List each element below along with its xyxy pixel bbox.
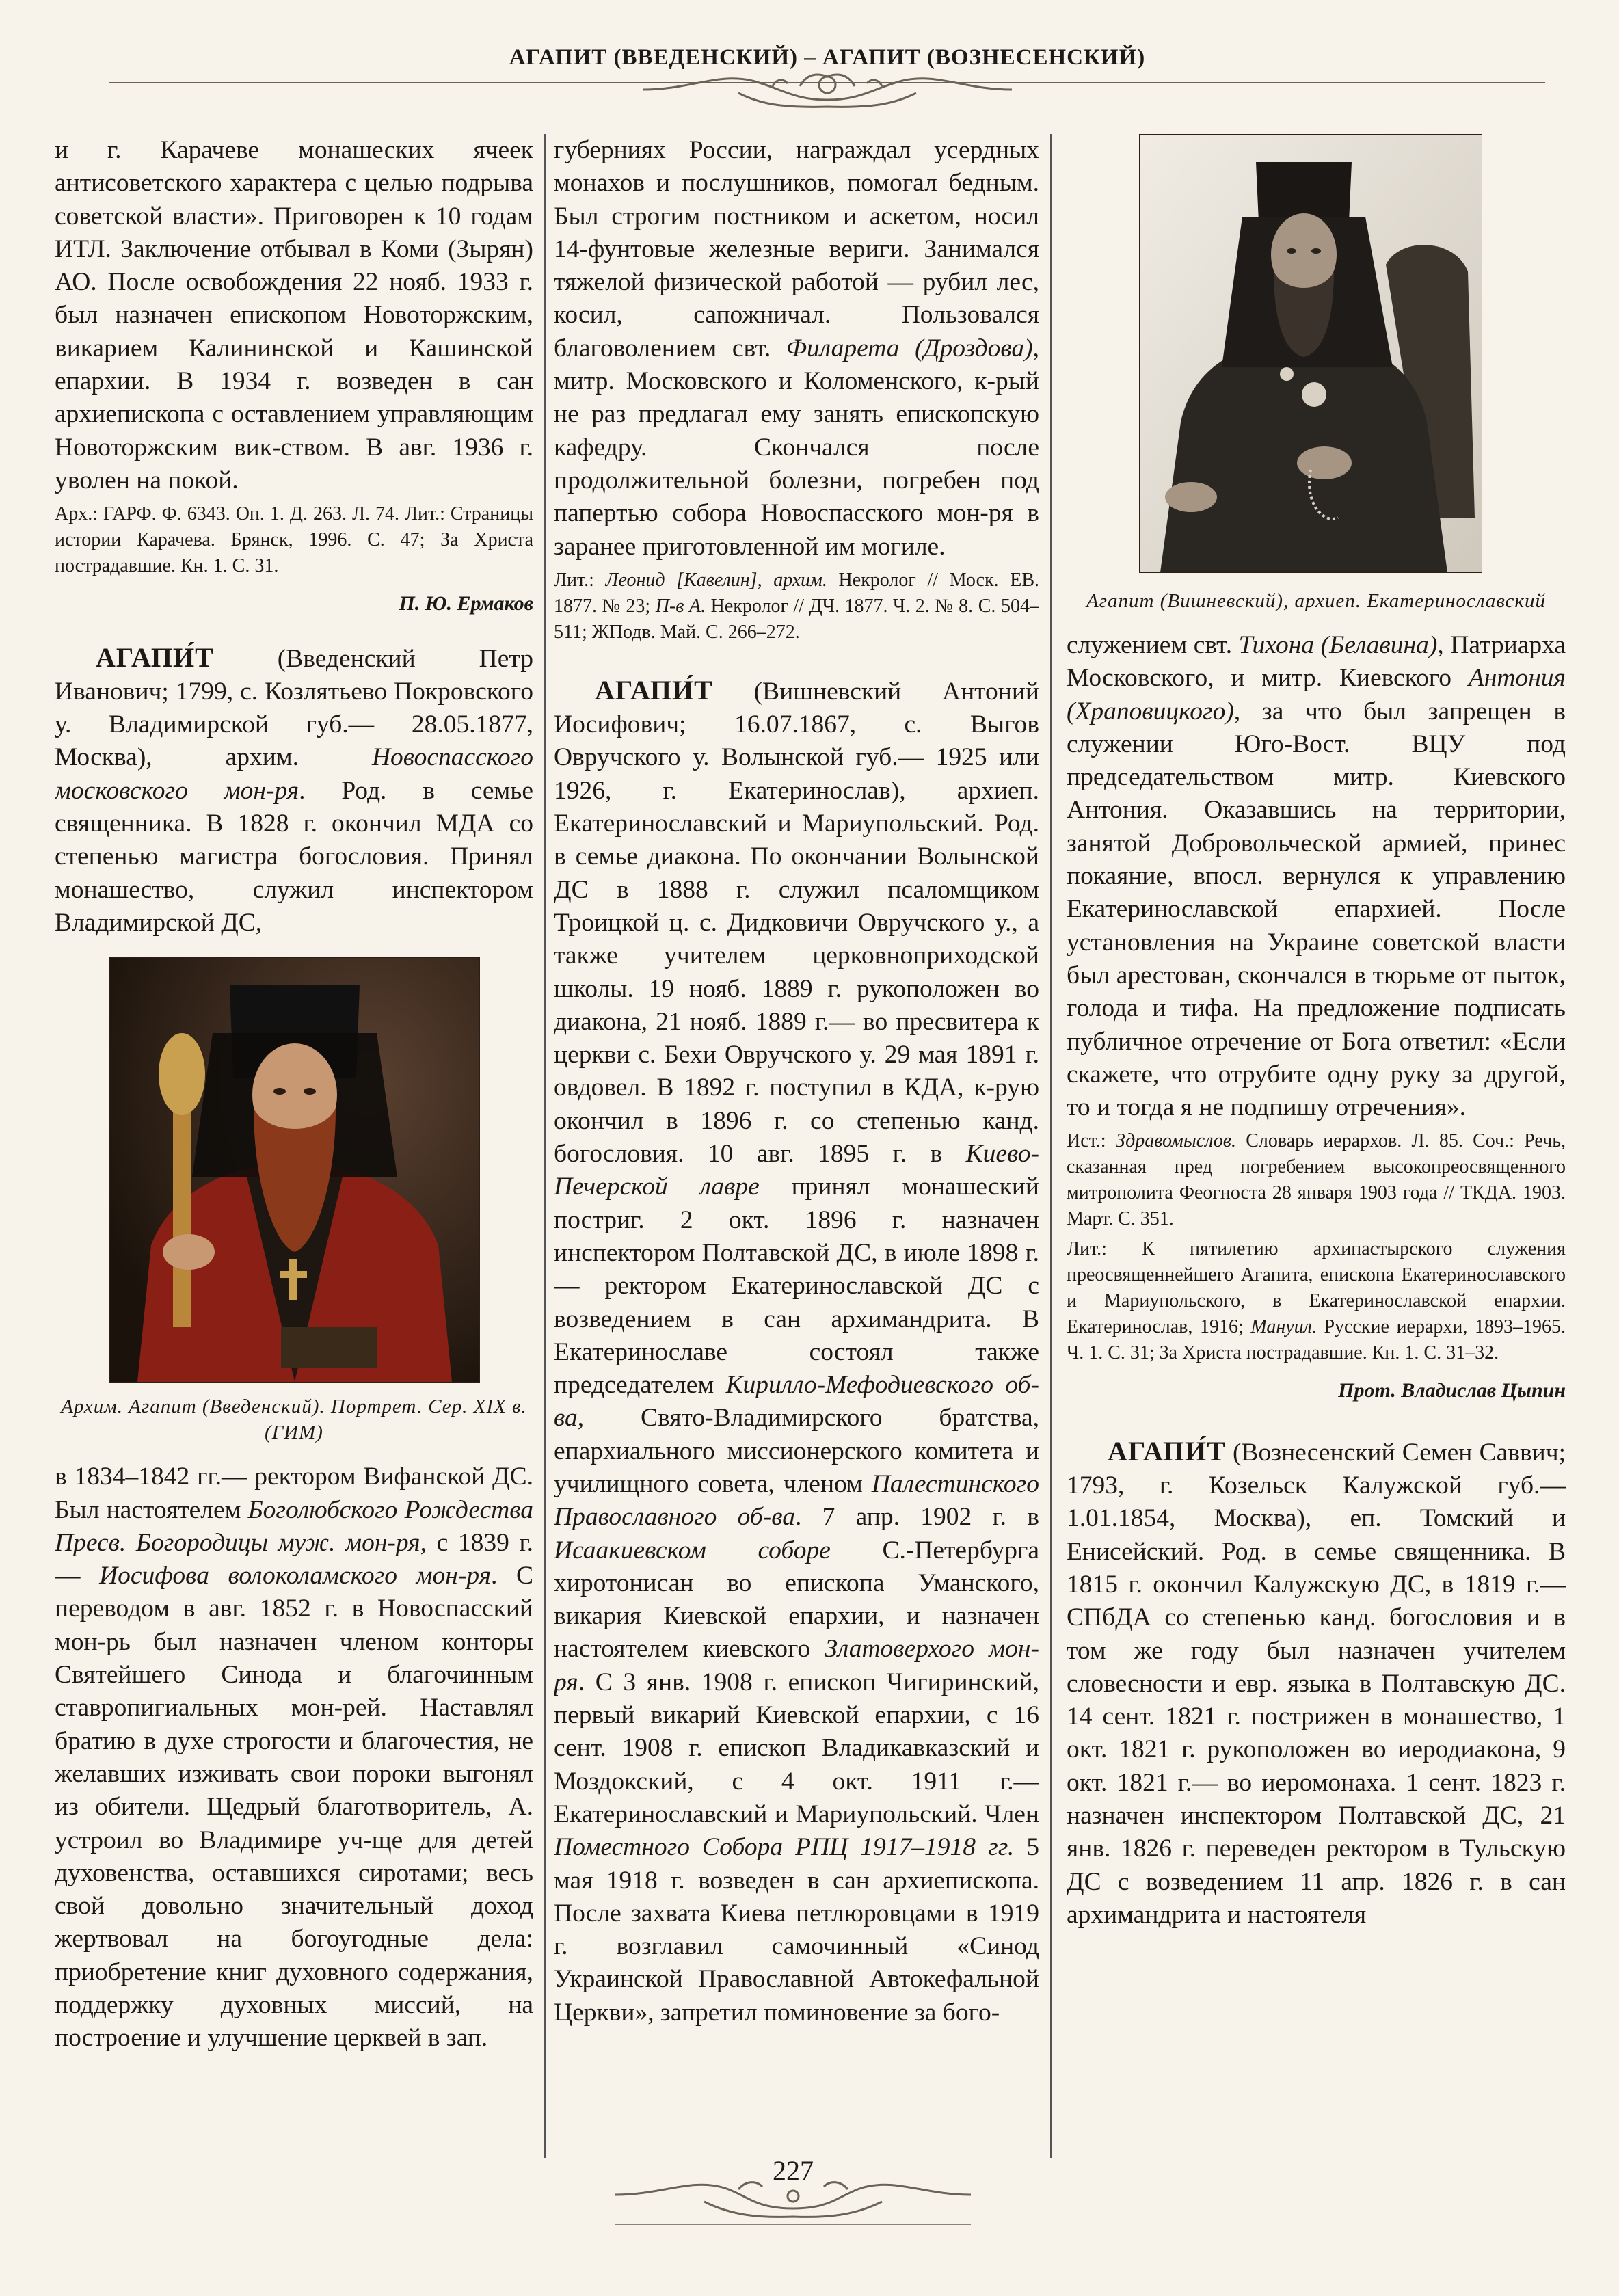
entry-text: . 7 апр. 1902 г. в	[794, 1503, 1039, 1532]
reference-list	[554, 568, 1039, 645]
paragraph	[554, 134, 1039, 563]
entry-text: . С 3 янв. 1908 г. епископ Чигиринский, первый викарий Киевской епархии, с 16 сент. 1908 г. епископ Владикавказский и Моздокский, с 4 окт. 1911 г.— Екатеринославский и Мариупольский. Член	[554, 1668, 1039, 1828]
entry-agapit-vishnevsky	[554, 674, 1039, 2029]
entry-link-text: Кирилло-Мефодиевского об-ва	[554, 1371, 1039, 1432]
reference-list: Арх.: ГАРФ. Ф. 6343. Оп. 1. Д. 263. Л. 74. Лит.: Страницы истории Карачева. Брянск, 1996. С. 47; За Христа пострадавшие. Кн. 1. С. 31.	[55, 503, 533, 577]
paragraph	[55, 1460, 533, 2055]
entry-link-text: Поместного Собора РПЦ 1917–1918 гг.	[554, 1833, 1015, 1862]
entry-link-text: Палестинского Православного об-ва	[554, 1469, 1039, 1532]
column-2	[554, 134, 1039, 2131]
paragraph-text: в 1834–1842 гг.— ректором Вифанской ДС. Был настоятелем	[55, 1463, 533, 1524]
ref-text: Словарь иерархов. Л. 85. Соч.: Речь, сказанная пред погребением высокопреосвященного митрополита Феогноста 28 января 1903 года // ТКДА. 1903. Март. С. 351.	[1067, 1130, 1566, 1230]
ref-text: Ист.:	[1067, 1130, 1116, 1152]
entry-headword: АГАПИ́Т	[96, 641, 214, 673]
paragraph-text: . С переводом в авг. 1852 г. в Новоспасский мон-рь был назначен членом конторы Святейшего Синода и благочинным ставропигиальных мон-рей. Наставлял братию в духе строгости и благочестия, не желавших изживать свои пороки выгонял из обители. Щедрый благотворитель, А. устроил во Владимире уч-ще для детей духовенства, оставшихся сиротами; весь свой довольно значительный доход жертвовал на богоугодные дела: приобретение книг духовного содержания, поддержку духовных миссий, на построение и улучшение церквей в зап.	[55, 1562, 533, 2053]
portrait-vvedensky-icon	[110, 958, 479, 1382]
paragraph-text: , с 1839 г.—	[55, 1528, 533, 1590]
column-divider	[1050, 134, 1052, 2158]
ref-text: Лит.:	[554, 569, 606, 591]
entry-text: С.-Петербурга хиротонисан во епископа Уманского, викария Киевской епархии, и назначен настоятелем киевского	[554, 1536, 1039, 1664]
portrait-vishnevsky-icon	[1140, 135, 1482, 572]
entry-headword: АГАПИ́Т	[1108, 1435, 1226, 1467]
entry-text: . Род. в семье священника. В 1828 г. окончил МДА со степенью магистра богословия. Принял монашество, служил инспектором Владимирской ДС,	[55, 776, 533, 937]
paragraph: и г. Карачеве монашеских ячеек антисоветского характера с целью подрыва советской власти». Приговорен к 10 годам ИТЛ. Заключение отбывал в Коми (Зырян) АО. После освобождения 22 нояб. 1933 г. был назначен епископом Новоторжским, викарием Калининской и Кашинской епархии. В 1934 г. возведен в сан архиепископа с оставлением управляющим Новоторжским вик-ством. В авг. 1936 г. уволен на покой.	[55, 136, 533, 494]
column-divider	[544, 134, 546, 2158]
figure-caption: Архим. Агапит (Введенский). Портрет. Сер. XIX в. (ГИМ)	[61, 1396, 527, 1444]
running-header: АГАПИТ (ВВЕДЕНСКИЙ) – АГАПИТ (ВОЗНЕСЕНСКИЙ)	[509, 45, 1146, 70]
figure-portrait-vvedensky	[55, 957, 533, 1445]
ref-text: Русские иерархи, 1893–1965. Ч. 1. С. 31; За Христа пострадавшие. Кн. 1. С. 31–32.	[1067, 1316, 1566, 1364]
entry-link-text: Боголюбского Рождества Пресв. Богородицы муж. мон-ря	[55, 1495, 533, 1557]
ref-author: Здравомыслов.	[1115, 1130, 1236, 1152]
entry-link-text: Антония (Храповицкого)	[1067, 664, 1566, 725]
reference-list	[1067, 1236, 1566, 1366]
entry-link-text: Исаакиевском соборе	[554, 1536, 831, 1564]
paragraph-text: губерниях России, награждал усердных монахов и послушников, помогал бедным. Был строгим постником и аскетом, носил 14-фунтовые железные вериги. Занимался тяжелой физической работой — рубил лес, косил, сапожничал. Пользовался благоволением свт.	[554, 136, 1039, 362]
header-ornament-icon	[636, 66, 1019, 114]
portrait-image	[109, 957, 480, 1383]
entry-link-text: Новоспасского московского мон-ря	[55, 743, 533, 805]
page-number: 227	[773, 2155, 814, 2186]
entry-agapit-voznesensky	[1067, 1435, 1566, 1932]
entry-text: принял монашеский постриг. 2 окт. 1896 г. назначен инспектором Полтавской ДС, в июле 1898 г.— ректором Екатеринославской ДС с возведением в сан архимандрита. В Екатеринославе состоял также председателем	[554, 1173, 1039, 1400]
ref-text: Некролог // Моск. ЕВ. 1877. № 23;	[554, 569, 1039, 617]
author-signature: Прот. Владислав Цыпин	[1338, 1379, 1566, 1402]
entry-link-text: Златоверхого мон-ря	[554, 1635, 1039, 1696]
ref-text: Некролог // ДЧ. 1877. Ч. 2. № 8. С. 504–511; ЖПодв. Май. С. 266–272.	[554, 595, 1039, 643]
column-3	[1067, 134, 1566, 2131]
entry-agapit-vvedensky	[55, 641, 533, 940]
reference-list	[1067, 1128, 1566, 1232]
figure-portrait-vishnevsky	[1067, 134, 1566, 614]
paragraph-text: , митр. Московского и Коломенского, к-рый не раз предлагал ему занять епископскую кафедру. Скончался после продолжительной болезни, погребен под папертью собора Новоспасского мон-ря в заранее приготовленной им могиле.	[554, 334, 1039, 561]
column-1	[55, 134, 533, 2131]
entry-text: (Вишневский Антоний Иосифович; 16.07.1867, с. Выгов Овручского у. Волынской губ.— 1925 или 1926, г. Екатеринослав), архиеп. Екатеринославский и Мариупольский. Род. в семье диакона. По окончании Волынской ДС в 1888 г. служил псаломщиком Троицкой ц. с. Дидковичи Овручского у., а также учителем церковноприходской школы. 19 нояб. 1889 г. рукоположен во диакона, 21 нояб. 1889 г.— во пресвитера к церкви с. Бехи Овручского у. 29 мая 1891 г. овдовел. В 1892 г. поступил в КДА, к-рую окончил в 1896 г. со степенью канд. богословия. 10 авг. 1895 г. в	[554, 677, 1039, 1169]
entry-link-text: Киево-Печерской лавре	[554, 1140, 1039, 1201]
entry-text: , Свято-Владимирского братства, епархиального миссионерского комитета и училищного совета, членом	[554, 1404, 1039, 1498]
entry-link-text: Филарета (Дроздова)	[786, 334, 1033, 362]
paragraph-text: , Патриарха Московского, и митр. Киевского	[1067, 631, 1566, 693]
entry-link-text: Иосифова волоколамского мон-ря	[99, 1562, 492, 1590]
figure-caption: Агапит (Вишневский), архиеп. Екатеринославский	[1086, 590, 1546, 612]
ref-text: Лит.: К пятилетию архипастырского служения преосвященнейшего Агапита, епископа Екатеринославского и Мариупольского, в Екатеринославской епархии. Екатеринослав, 1916;	[1067, 1238, 1566, 1338]
ref-author: Мануил.	[1250, 1316, 1317, 1338]
entry-text: (Введенский Петр Иванович; 1799, с. Козлятьево Покровского у. Владимирской губ.— 28.05.1877, Москва), архим.	[55, 644, 533, 772]
entry-link-text: Тихона (Белавина)	[1238, 631, 1438, 659]
portrait-image	[1139, 134, 1482, 573]
entry-text: 5 мая 1918 г. возведен в сан архиепископа. После захвата Киева петлюровцами в 1919 г. возглавил самочинный «Синод Украинской Православной Автокефальной Церкви», запретил поминовение за бого-	[554, 1833, 1039, 2027]
entry-headword: АГАПИ́Т	[595, 674, 713, 706]
ref-author: П-в А.	[655, 595, 706, 617]
entry-text: (Вознесенский Семен Саввич; 1793, г. Козельск Калужской губ.— 1.01.1854, Москва), еп. Томский и Енисейский. Род. в семье священника. В 1815 г. окончил Калужскую ДС, в 1819 г.— СПбДА со степенью канд. богословия и в том же году был назначен учителем словесности и евр. языка в Полтавскую ДС. 14 сент. 1821 г. пострижен в монашество, 1 окт. 1821 г. рукоположен во иеродиакона, 9 окт. 1821 г.— во иеромонаха. 1 сент. 1823 г. назначен инспектором Полтавской ДС, 21 янв. 1826 г. переведен ректором в Тульскую ДС с возведением 11 апр. 1826 г. в сан архимандрита и настоятеля	[1067, 1438, 1566, 1929]
footer-rule	[615, 2224, 971, 2225]
paragraph	[1067, 629, 1566, 1124]
author-signature: П. Ю. Ермаков	[399, 592, 533, 615]
paragraph-text: , за что был запрещен в служении Юго-Вост. ВЦУ под председательством митр. Киевского Антония. Оказавшись на территории, занятой Добровольческой армией, принес покаяние, впосл. вернулся к управлению Екатеринославской епархией. После установления на Украине советской власти был арестован, скончался в тюрьме от пыток, голода и тифа. На предложение подписать публичное отречение от Бога ответил: «Если скажете, что отрубите одну руку за другой, то и тогда я не подпишу отречения».	[1067, 697, 1566, 1122]
ref-author: Леонид [Кавелин], архим.	[605, 569, 827, 591]
paragraph-text: служением свт.	[1067, 631, 1239, 659]
